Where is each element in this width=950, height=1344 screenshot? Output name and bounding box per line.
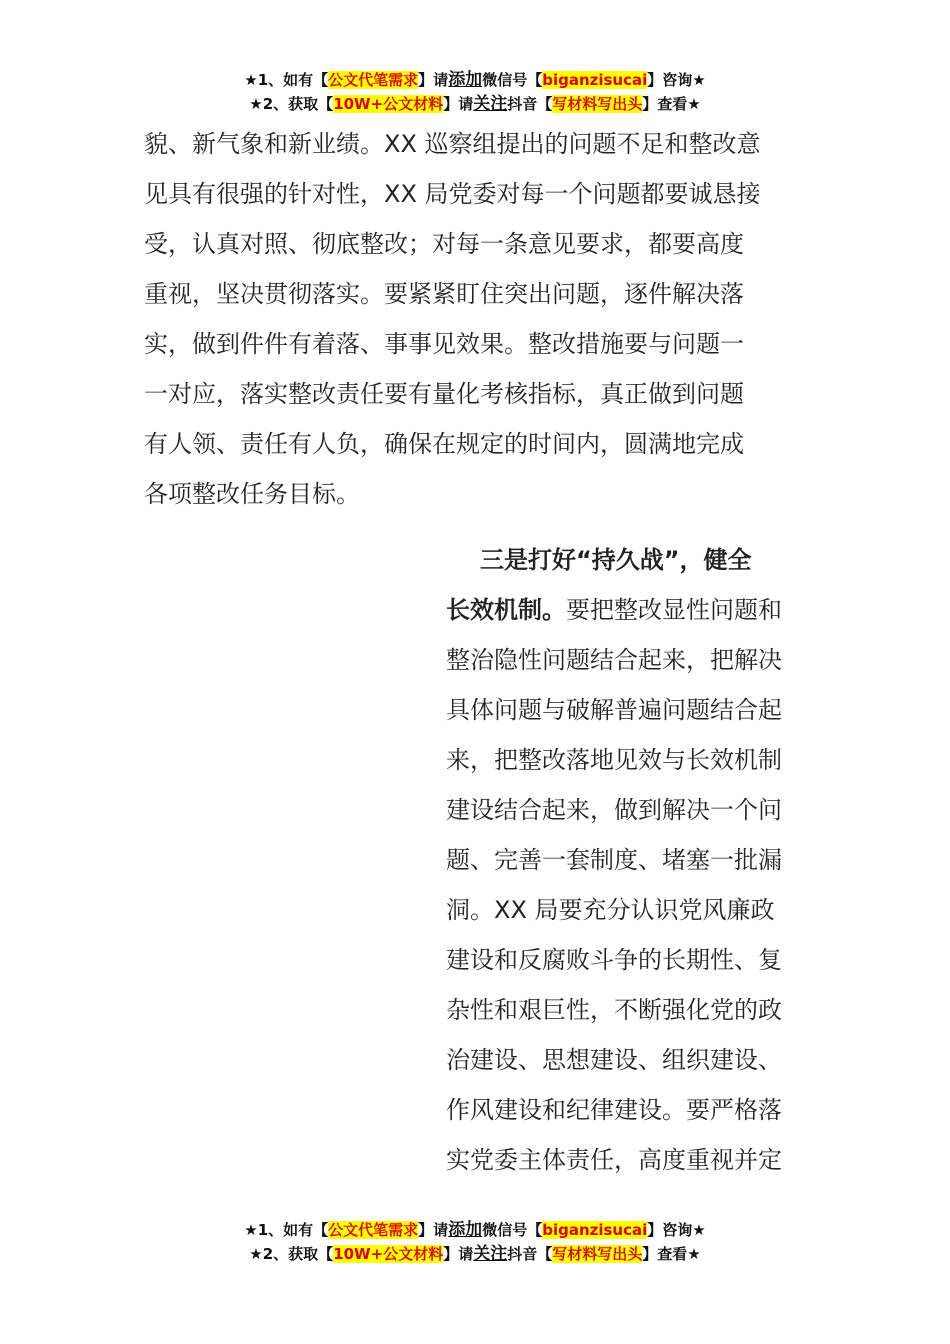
text-line: 实党委主体责任，高度重视并定 [446,1146,782,1174]
text-line: 受，认真对照、彻底整改；对每一条意见要求，都要高度 [144,230,744,258]
text-line: 一对应，落实整改责任要有量化考核指标，真正做到问题 [144,380,744,408]
banner-text: 微信号【 [482,1221,543,1239]
text-line: 建设结合起来，做到解决一个问 [446,796,782,824]
text-line: 各项整改任务目标。 [144,480,360,508]
banner-text: 】咨询★ [647,1221,706,1239]
text-line: 建设和反腐败斗争的长期性、复 [446,946,782,974]
banner-highlight-douyin-id: 写材料写出头 [552,1245,643,1263]
banner-line-2 [0,1242,950,1266]
banner-text: ★1、如有【 [244,71,329,89]
text-line: 作风建设和纪律建设。要严格落 [446,1096,782,1124]
banner-text: 】请 [443,95,474,113]
text-line: 实，做到件件有着落、事事见效果。整改措施要与问题一 [144,330,744,358]
banner-underlined-text: 添加 [448,1220,483,1240]
banner-line-1 [0,1218,950,1242]
text-line: 有人领、责任有人负，确保在规定的时间内，圆满地完成 [144,430,744,458]
banner-text: ★2、获取【 [249,95,334,113]
text-line: 来，把整改落地见效与长效机制 [446,746,782,774]
text-line: 整治隐性问题结合起来，把解决 [446,646,782,674]
banner-text: ★1、如有【 [244,1221,329,1239]
banner-underlined-text: 添加 [448,70,483,90]
banner-text: 微信号【 [482,71,543,89]
banner-text: 】请 [443,1245,474,1263]
banner-line-1 [0,68,950,92]
text-line: 貌、新气象和新业绩。XX 巡察组提出的问题不足和整改意 [144,130,761,158]
banner-highlight: 10W+公文材料 [333,1245,444,1263]
text-line: 见具有很强的针对性，XX 局党委对每一个问题都要诚恳接 [144,180,761,208]
body-paragraph-1 [144,119,809,519]
banner-text: 】查看★ [642,1245,701,1263]
text-line: 治建设、思想建设、组织建设、 [446,1046,782,1074]
text-fragment: 要把整改显性问题和 [566,596,782,624]
body-paragraph-2 [446,535,811,1185]
banner-highlight: 公文代笔需求 [328,71,419,89]
section-heading: 三是打好“持久战”，健全 [480,546,752,574]
text-line: 重视，坚决贯彻落实。要紧紧盯住突出问题，逐件解决落 [144,280,744,308]
section-heading-continued: 长效机制。 [446,596,566,624]
banner-underlined-text: 关注 [473,1244,508,1264]
text-line [446,585,811,635]
banner-text: 】查看★ [642,95,701,113]
banner-text: 抖音【 [507,1245,553,1263]
header-banner [0,68,950,116]
footer-banner [0,1218,950,1266]
banner-highlight-wechat-id: biganzisucai [542,1221,648,1239]
banner-highlight-wechat-id: biganzisucai [542,71,648,89]
banner-text: 】请 [418,71,449,89]
banner-highlight: 10W+公文材料 [333,95,444,113]
banner-text: 】请 [418,1221,449,1239]
banner-text: 抖音【 [507,95,553,113]
banner-line-2 [0,92,950,116]
text-line: 杂性和艰巨性，不断强化党的政 [446,996,782,1024]
banner-underlined-text: 关注 [473,94,508,114]
banner-highlight-douyin-id: 写材料写出头 [552,95,643,113]
banner-text: ★2、获取【 [249,1245,334,1263]
text-line: 洞。XX 局要充分认识党风廉政 [446,896,775,924]
text-line: 题、完善一套制度、堵塞一批漏 [446,846,782,874]
banner-highlight: 公文代笔需求 [328,1221,419,1239]
text-line: 具体问题与破解普遍问题结合起 [446,696,782,724]
banner-text: 】咨询★ [647,71,706,89]
